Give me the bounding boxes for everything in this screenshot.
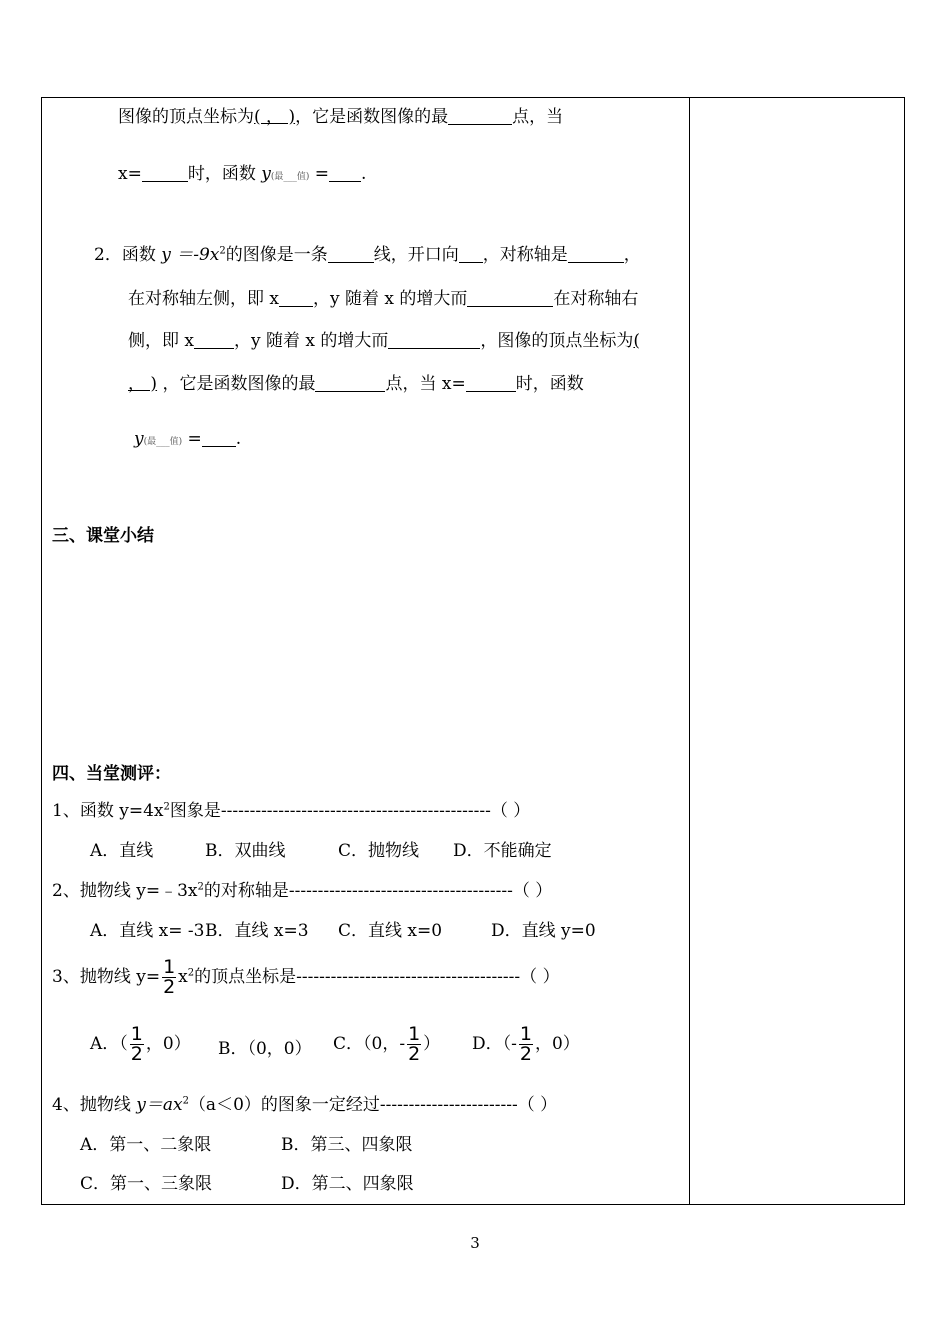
q2-line5 <box>134 429 241 449</box>
vertex-blank: ( ， ) <box>254 107 296 127</box>
blank <box>388 331 480 349</box>
test-q3-option-d <box>472 1025 580 1064</box>
text: 侧，即 x <box>128 331 194 351</box>
text: ，y 随着 x 的增大而 <box>313 289 468 309</box>
text: 点，当 x= <box>385 374 466 394</box>
text: 的顶点坐标是---------------------------------------（ ） <box>194 967 560 987</box>
test-q2-option-a: A．直线 x= -3 <box>90 921 205 941</box>
q2-line1 <box>94 240 641 265</box>
page-number: 3 <box>470 1234 480 1252</box>
blank <box>279 289 313 307</box>
test-q2-option-c: C．直线 x=0 <box>338 921 443 941</box>
q2-line3 <box>128 326 640 351</box>
vertex-blank: ， ) <box>128 374 158 394</box>
formula: y＝ax <box>136 1095 183 1115</box>
section-summary-title: 三、课堂小结 <box>52 526 154 546</box>
text: C．（0，- <box>333 1034 406 1054</box>
denominator: 2 <box>408 1043 421 1065</box>
test-q2-option-d: D．直线 y=0 <box>491 921 596 941</box>
numerator: 1 <box>130 1023 143 1045</box>
blank <box>568 245 624 263</box>
test-q1-option-a: A．直线 <box>90 841 154 861</box>
fraction-one-half <box>130 1025 144 1064</box>
test-q1-stem <box>52 796 530 821</box>
test-q2-option-b: B．直线 x=3 <box>205 921 309 941</box>
text: 3、抛物线 y= <box>52 967 161 987</box>
superscript: 2 <box>163 801 170 813</box>
superscript: 2 <box>219 245 226 257</box>
blank <box>466 374 516 392</box>
text: ，它是函数图像的最 <box>162 374 316 394</box>
text: ，对称轴是 <box>482 245 568 265</box>
test-q3-stem <box>52 958 560 997</box>
blank <box>448 107 512 125</box>
test-q3-option-a <box>90 1025 191 1064</box>
test-q4-stem <box>52 1090 557 1115</box>
test-q4-option-d: D．第二、四象限 <box>281 1174 414 1194</box>
text: 2、抛物线 y=﹣3x <box>52 881 198 901</box>
text: ， <box>623 245 641 265</box>
text: . <box>235 429 242 449</box>
column-divider <box>689 97 690 1205</box>
text: 时，函数 <box>187 164 256 184</box>
test-q4-option-b: B．第三、四象限 <box>281 1135 413 1155</box>
text: . <box>361 164 367 184</box>
superscript: 2 <box>187 967 195 979</box>
test-q1-option-d: D．不能确定 <box>453 841 552 861</box>
test-q1-option-b: B．双曲线 <box>205 841 286 861</box>
denominator: 2 <box>130 1043 143 1065</box>
blank <box>202 429 236 447</box>
test-q2-stem <box>52 876 552 901</box>
text: ，图像的顶点坐标为 <box>480 331 634 351</box>
text: ，y 随着 x 的增大而 <box>234 331 389 351</box>
numerator: 1 <box>408 1023 421 1045</box>
q2-line4 <box>128 369 584 394</box>
numerator: 1 <box>163 956 176 978</box>
blank <box>459 245 483 263</box>
question-number: 2．函数 <box>94 245 156 265</box>
section-test-title: 四、当堂测评： <box>52 764 171 784</box>
numerator: 1 <box>519 1023 532 1045</box>
blank <box>467 289 553 307</box>
text: ，0） <box>145 1034 191 1054</box>
blank <box>315 374 385 392</box>
text: 的对称轴是---------------------------------------（ ） <box>203 881 553 901</box>
text: （a＜0）的图象一定经过------------------------（ ） <box>188 1095 558 1115</box>
fraction-one-half <box>162 958 176 997</box>
blank <box>142 164 188 182</box>
text: 1、函数 y=4x <box>52 801 164 821</box>
text: 时，函数 <box>515 374 584 394</box>
text: 点，当 <box>512 107 564 127</box>
text: 图像的顶点坐标为 <box>118 107 254 127</box>
text: 图象是-----------------------------------------------（ ） <box>169 801 531 821</box>
q2-line2 <box>128 284 638 309</box>
text: 线，开口向 <box>373 245 459 265</box>
blank <box>328 245 374 263</box>
formula: y ＝-9x <box>161 245 220 265</box>
q1-cont-line1 <box>118 102 563 127</box>
test-q4-option-c: C．第一、三象限 <box>80 1174 213 1194</box>
text: 在对称轴左侧，即 x <box>128 289 279 309</box>
subscript: (最___值) <box>270 172 310 182</box>
denominator: 2 <box>519 1043 532 1065</box>
test-q1-option-c: C．抛物线 <box>338 841 420 861</box>
y-symbol: y <box>134 429 144 449</box>
test-q3-option-b: B．（0，0） <box>218 1039 312 1059</box>
y-symbol: y <box>261 164 271 184</box>
subscript: (最___值) <box>143 437 183 447</box>
test-q4-option-a: A．第一、二象限 <box>80 1135 212 1155</box>
fraction-one-half <box>519 1025 533 1064</box>
denominator: 2 <box>163 976 176 998</box>
text: 4、抛物线 <box>52 1095 131 1115</box>
vertex-blank: ( <box>633 331 641 351</box>
text: x= <box>118 164 142 184</box>
text: A．（ <box>90 1034 128 1054</box>
text: 在对称轴右 <box>553 289 639 309</box>
fraction-one-half <box>407 1025 421 1064</box>
blank <box>194 331 234 349</box>
text: = <box>187 429 202 449</box>
text: x <box>178 967 188 987</box>
text: ，0） <box>534 1034 580 1054</box>
text: 的图像是一条 <box>225 245 328 265</box>
text: D．（- <box>472 1034 517 1054</box>
q1-cont-line2 <box>118 159 366 184</box>
superscript: 2 <box>182 1095 189 1107</box>
test-q3-option-c <box>333 1025 440 1064</box>
text: = <box>314 164 330 184</box>
superscript: 2 <box>197 881 204 893</box>
blank <box>329 164 361 182</box>
text: ） <box>423 1034 441 1054</box>
text: ，它是函数图像的最 <box>295 107 449 127</box>
